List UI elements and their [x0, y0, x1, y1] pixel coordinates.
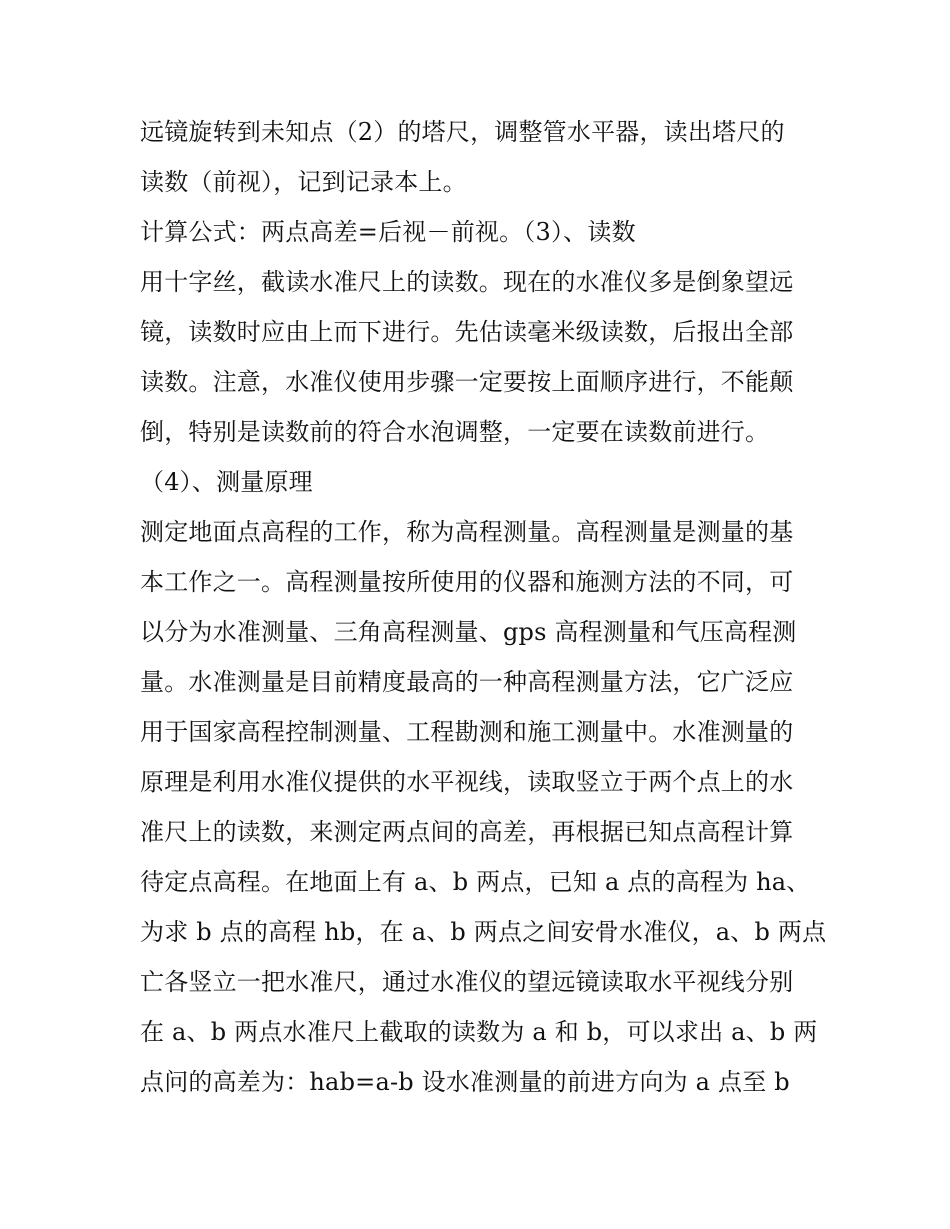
text-line: 准尺上的读数，来测定两点间的高差，再根据已知点高程计算	[140, 818, 794, 846]
text-line: 远镜旋转到未知点（2）的塔尺，调整管水平器，读出塔尺的	[140, 118, 785, 146]
section-heading: （4）、测量原理	[140, 468, 313, 496]
text-line: 计算公式：两点高差=后视－前视。（3）、读数	[140, 218, 636, 246]
text-line: 用十字丝，截读水准尺上的读数。现在的水准仪多是倒象望远	[140, 268, 794, 296]
body-text	[140, 107, 827, 1107]
text-line: 用于国家高程控制测量、工程勘测和施工测量中。水准测量的	[140, 718, 794, 746]
text-line: 待定点高程。在地面上有 a、b 两点，已知 a 点的高程为 ha、	[140, 868, 811, 896]
text-line: 为求 b 点的高程 hb，在 a、b 两点之间安骨水准仪，a、b 两点	[140, 918, 827, 946]
text-line: 测定地面点高程的工作，称为高程测量。高程测量是测量的基	[140, 518, 794, 546]
text-line: 在 a、b 两点水准尺上截取的读数为 a 和 b，可以求出 a、b 两	[140, 1018, 818, 1046]
text-line: 量。水准测量是目前精度最高的一种高程测量方法，它广泛应	[140, 668, 794, 696]
text-line: 以分为水准测量、三角高程测量、gps 高程测量和气压高程测	[140, 618, 797, 646]
text-line: 亡各竖立一把水准尺，通过水准仪的望远镜读取水平视线分别	[140, 968, 794, 996]
text-line: 本工作之一。高程测量按所使用的仪器和施测方法的不同，可	[140, 568, 794, 596]
text-line: 倒，特别是读数前的符合水泡调整，一定要在读数前进行。	[140, 418, 770, 446]
text-line: 读数（前视），记到记录本上。	[140, 168, 467, 196]
text-line: 读数。注意，水准仪使用步骤一定要按上面顺序进行，不能颠	[140, 368, 794, 396]
text-line: 点问的高差为：hab=a-b 设水准测量的前进方向为 a 点至 b	[140, 1068, 790, 1096]
text-line: 原理是利用水准仪提供的水平视线，读取竖立于两个点上的水	[140, 768, 794, 796]
text-line: 镜，读数时应由上而下进行。先估读毫米级读数，后报出全部	[140, 318, 794, 346]
